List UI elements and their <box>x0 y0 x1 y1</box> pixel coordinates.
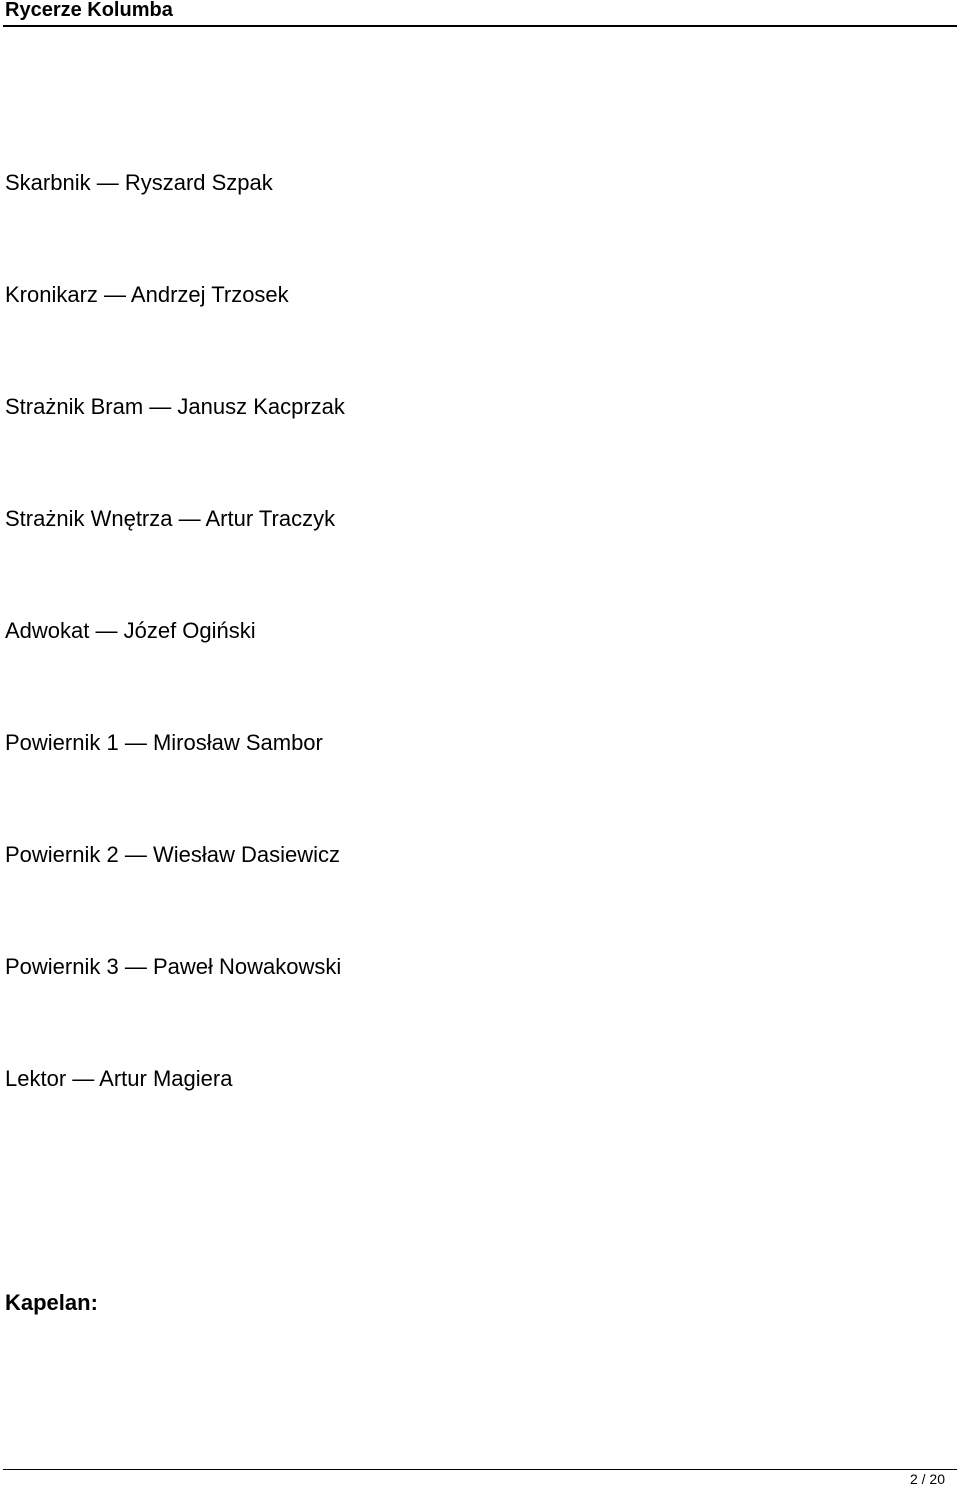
role-line-gate-guard: Strażnik Bram — Janusz Kacprzak <box>5 394 345 419</box>
role-line-chronicler: Kronikarz — Andrzej Trzosek <box>5 282 289 307</box>
role-line-advocate: Adwokat — Józef Ogiński <box>5 618 256 643</box>
role-line-treasurer: Skarbnik — Ryszard Szpak <box>5 170 273 195</box>
role-line-trustee-3: Powiernik 3 — Paweł Nowakowski <box>5 954 342 979</box>
role-line-trustee-1: Powiernik 1 — Mirosław Sambor <box>5 730 323 755</box>
footer-divider <box>3 1469 957 1470</box>
role-line-lector: Lektor — Artur Magiera <box>5 1066 233 1091</box>
role-line-trustee-2: Powiernik 2 — Wiesław Dasiewicz <box>5 842 340 867</box>
page-number: 2 / 20 <box>909 1471 945 1487</box>
role-line-inner-guard: Strażnik Wnętrza — Artur Traczyk <box>5 506 336 531</box>
header-divider <box>3 25 957 27</box>
document-title: Rycerze Kolumba <box>5 0 173 21</box>
chaplain-heading: Kapelan: <box>5 1290 98 1315</box>
